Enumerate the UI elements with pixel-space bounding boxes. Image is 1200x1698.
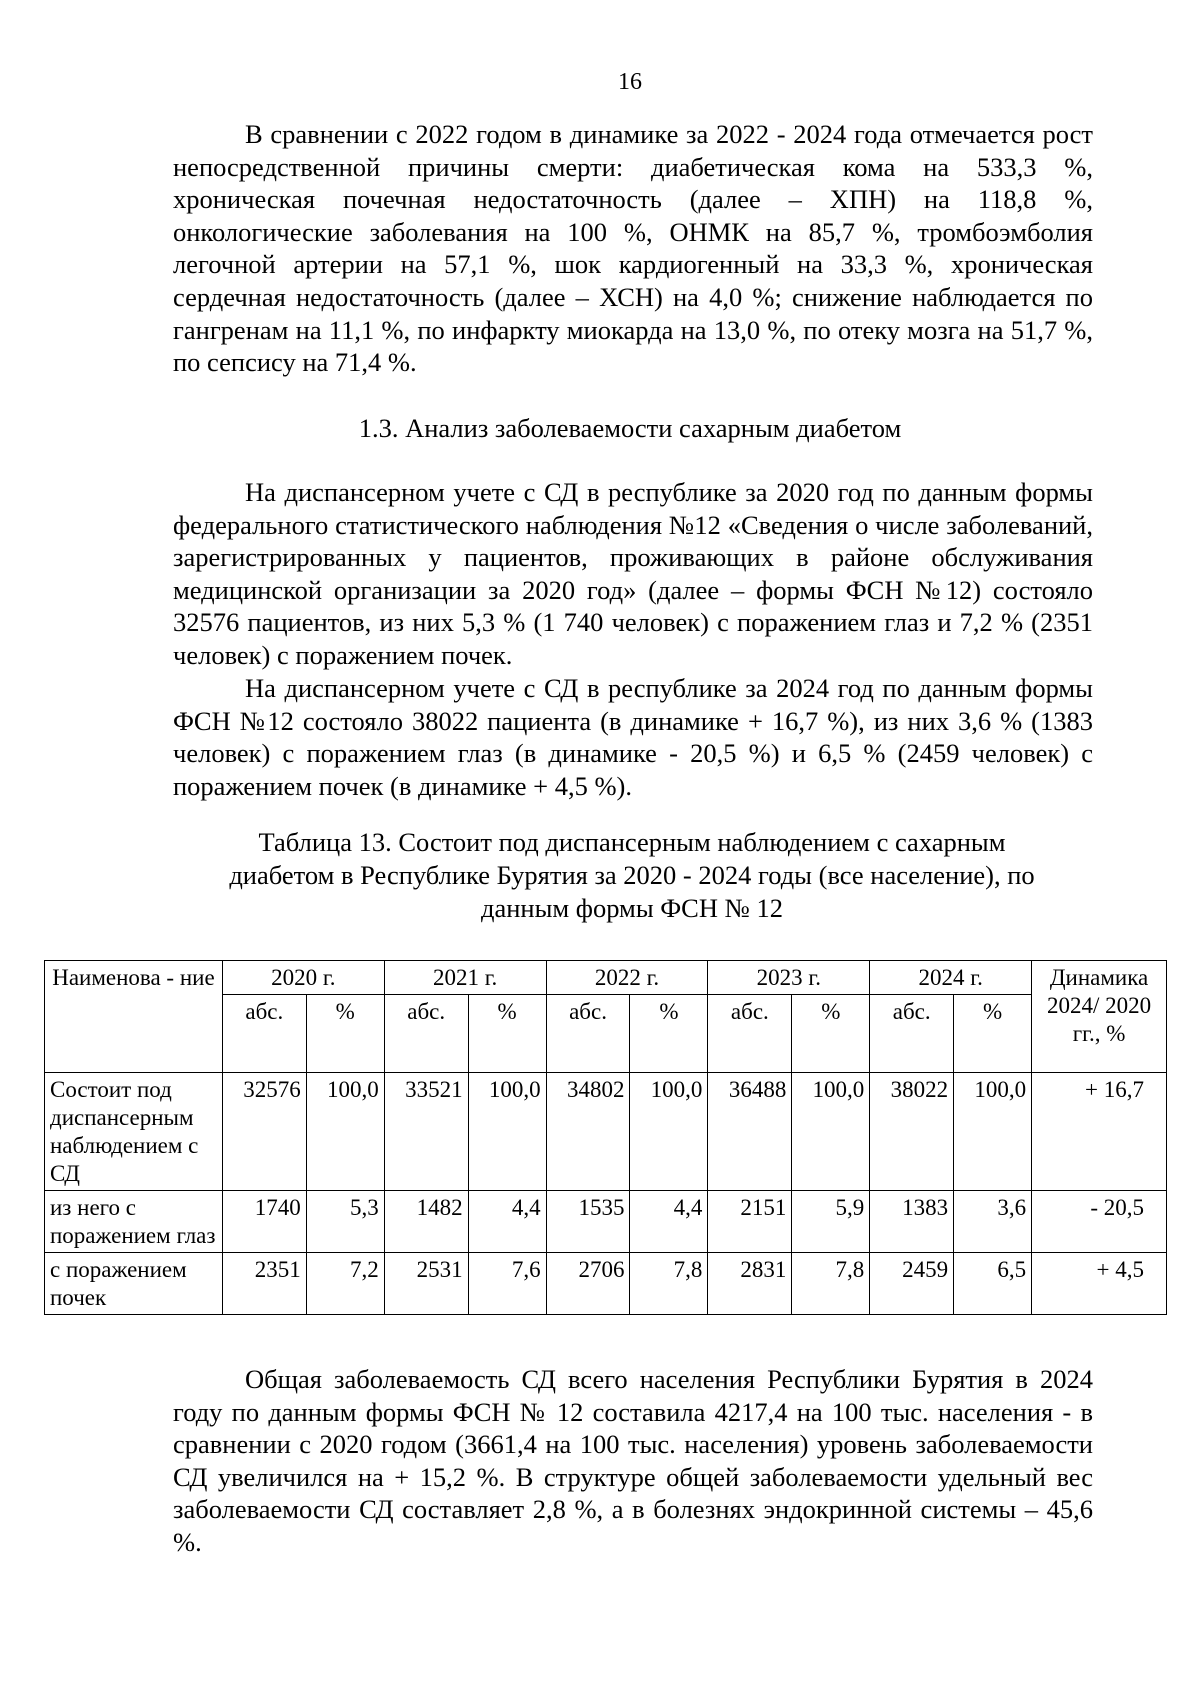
paragraph-text: На диспансерном учете с СД в республике за 2024 год по данным формы ФСН №12 состояло 38022 пациента (в динамике + 16,7 %), из них 3,6 % (1383 человек) с поражением глаз (в динамике - 20,5 %) и 6,5 % (2459 человек) с поражением почек (в динамике + 4,5 %).: [173, 673, 1093, 801]
table-caption-line: Таблица 13. Состоит под диспансерным наблюдением с сахарным: [258, 827, 1006, 857]
table-cell: 2706: [546, 1253, 630, 1315]
table-cell: 1740: [222, 1191, 306, 1253]
column-header-dynamics: Динамика 2024/ 2020 гг., %: [1032, 961, 1167, 1073]
table-cell: 6,5: [954, 1253, 1032, 1315]
table-row: [45, 1073, 1167, 1191]
table-row: [45, 1191, 1167, 1253]
dynamics-cell: - 20,5: [1032, 1191, 1167, 1253]
table-cell: 100,0: [468, 1073, 546, 1191]
table-cell: 32576: [222, 1073, 306, 1191]
table-cell: 34802: [546, 1073, 630, 1191]
column-header-pct: %: [792, 995, 870, 1073]
table-row: [45, 1253, 1167, 1315]
row-label: Состоит под диспансерным наблюдением с СД: [45, 1073, 223, 1191]
paragraph-2020-registry: [173, 476, 1093, 672]
table-cell: 2531: [384, 1253, 468, 1315]
table-cell: 100,0: [792, 1073, 870, 1191]
table-cell: 2459: [870, 1253, 954, 1315]
table-caption: [173, 826, 1091, 925]
column-header-pct: %: [306, 995, 384, 1073]
column-header-pct: %: [468, 995, 546, 1073]
paragraph-text: Общая заболеваемость СД всего населения Республики Бурятия в 2024 году по данным формы ФСН № 12 составила 4217,4 на 100 тыс. населения - в сравнении с 2020 годом (3661,4 на 100 тыс. населения) уровень заболеваемости СД увеличился на + 15,2 %. В структуре общей заболеваемости удельный вес заболеваемости СД составляет 2,8 %, а в болезнях эндокринной системы – 45,6 %.: [173, 1364, 1093, 1557]
page-number: 16: [618, 69, 642, 95]
table-cell: 36488: [708, 1073, 792, 1191]
column-header-pct: %: [954, 995, 1032, 1073]
diabetes-registry-table: [44, 960, 1167, 1315]
column-header-year: 2023 г.: [708, 961, 870, 995]
table-cell: 7,8: [630, 1253, 708, 1315]
table-cell: 5,9: [792, 1191, 870, 1253]
table-cell: 1482: [384, 1191, 468, 1253]
paragraph-2024-registry: [173, 672, 1093, 802]
column-header-year: 2024 г.: [870, 961, 1032, 995]
table-cell: 100,0: [306, 1073, 384, 1191]
column-header-abs: абс.: [708, 995, 792, 1073]
table-cell: 38022: [870, 1073, 954, 1191]
table-cell: 33521: [384, 1073, 468, 1191]
row-label: из него с поражением глаз: [45, 1191, 223, 1253]
table-cell: 4,4: [468, 1191, 546, 1253]
row-label: с поражением почек: [45, 1253, 223, 1315]
table-cell: 4,4: [630, 1191, 708, 1253]
table-cell: 2351: [222, 1253, 306, 1315]
table-header-row: [45, 961, 1167, 995]
table-cell: 7,2: [306, 1253, 384, 1315]
column-header-abs: абс.: [222, 995, 306, 1073]
table-caption-line: диабетом в Республике Бурятия за 2020 - 2024 годы (все население), по: [229, 860, 1035, 890]
column-header-year: 2020 г.: [222, 961, 384, 995]
table-caption-line: данным формы ФСН № 12: [480, 893, 784, 923]
column-header-year: 2021 г.: [384, 961, 546, 995]
dynamics-cell: + 16,7: [1032, 1073, 1167, 1191]
table-cell: 2831: [708, 1253, 792, 1315]
table-cell: 1383: [870, 1191, 954, 1253]
dynamics-cell: + 4,5: [1032, 1253, 1167, 1315]
column-header-abs: абс.: [384, 995, 468, 1073]
paragraph-causes-of-death: [173, 118, 1093, 379]
table-cell: 7,6: [468, 1253, 546, 1315]
column-header-abs: абс.: [546, 995, 630, 1073]
table-cell: 2151: [708, 1191, 792, 1253]
section-heading: 1.3. Анализ заболеваемости сахарным диабетом: [358, 413, 902, 443]
table-cell: 100,0: [630, 1073, 708, 1191]
table-cell: 7,8: [792, 1253, 870, 1315]
column-header-abs: абс.: [870, 995, 954, 1073]
paragraph-text: В сравнении с 2022 годом в динамике за 2022 - 2024 года отмечается рост непосредственной причины смерти: диабетическая кома на 533,3 %, хроническая почечная недостаточность (далее – ХПН) на 118,8 %, онкологические заболевания на 100 %, ОНМК на 85,7 %, тромбоэмболия легочной артерии на 57,1 %, шок кардиогенный на 33,3 %, хроническая сердечная недостаточность (далее – ХСН) на 4,0 %; снижение наблюдается по гангренам на 11,1 %, по инфаркту миокарда на 13,0 %, по отеку мозга на 51,7 %, по сепсису на 71,4 %.: [173, 119, 1093, 378]
paragraph-text: На диспансерном учете с СД в республике за 2020 год по данным формы федерального статистического наблюдения №12 «Сведения о числе заболеваний, зарегистрированных у пациентов, проживающих в районе обслуживания медицинской организации за 2020 год» (далее – формы ФСН №12) состояло 32576 пациентов, из них 5,3 % (1 740 человек) с поражением глаз и 7,2 % (2351 человек) с поражением почек.: [173, 477, 1093, 670]
table-cell: 3,6: [954, 1191, 1032, 1253]
column-header-pct: %: [630, 995, 708, 1073]
table-cell: 5,3: [306, 1191, 384, 1253]
column-header-name: Наименова - ние: [45, 961, 223, 1073]
paragraph-incidence: [173, 1363, 1093, 1559]
table-cell: 100,0: [954, 1073, 1032, 1191]
table-cell: 1535: [546, 1191, 630, 1253]
column-header-year: 2022 г.: [546, 961, 708, 995]
